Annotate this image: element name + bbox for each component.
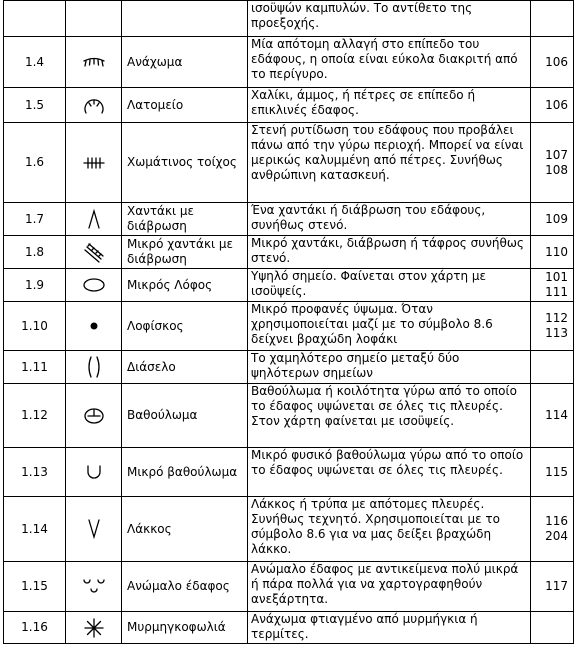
symbol-table — [3, 0, 574, 644]
table-row — [4, 37, 574, 88]
symbol-description: Ένα χαντάκι ή διάβρωση του εδάφους, συνήθως στενό. — [248, 203, 531, 236]
table-row — [4, 612, 574, 644]
name-cell — [122, 1, 248, 37]
table-row — [4, 497, 574, 562]
page-refs — [531, 269, 574, 302]
depression-icon — [82, 407, 106, 425]
symbol-number: 1.10 — [4, 302, 66, 351]
symbol-name: Λάκκος — [122, 497, 248, 562]
symbol-number: 1.16 — [4, 612, 66, 644]
table-row — [4, 236, 574, 269]
symbol-name: Μικρός Λόφος — [122, 269, 248, 302]
symbol-number: 1.9 — [4, 269, 66, 302]
page-ref: 110 — [545, 244, 568, 259]
symbol-cell — [66, 1, 122, 37]
saddle-icon — [84, 355, 104, 379]
small-hill-icon — [81, 277, 107, 293]
overhang-teeth-icon — [81, 54, 107, 70]
page-ref: 109 — [545, 211, 568, 226]
symbol-cell — [66, 236, 122, 269]
symbol-cell — [66, 562, 122, 612]
page-ref: 112 — [545, 311, 568, 325]
symbol-number: 1.8 — [4, 236, 66, 269]
earth-wall-icon — [81, 156, 107, 170]
symbol-cell — [66, 123, 122, 203]
table-row — [4, 123, 574, 203]
table-row — [4, 203, 574, 236]
symbol-name: Λοφίσκος — [122, 302, 248, 351]
table-row — [4, 88, 574, 123]
symbol-name: Χαντάκι με διάβρωση — [122, 203, 248, 236]
symbol-cell — [66, 88, 122, 123]
symbol-cell — [66, 384, 122, 448]
symbol-number: 1.13 — [4, 448, 66, 497]
symbol-cell — [66, 203, 122, 236]
symbol-name: Χωμάτινος τοίχος — [122, 123, 248, 203]
table-row — [4, 351, 574, 384]
symbol-cell — [66, 612, 122, 644]
page-ref: 111 — [545, 285, 568, 299]
symbol-description: Χαλίκι, άμμος, ή πέτρες σε επίπεδο ή επικλινές έδαφος. — [248, 88, 531, 123]
page-ref: 117 — [545, 579, 568, 593]
small-depression-icon — [84, 462, 104, 482]
description-cell: ισοϋψών καμπυλών. Το αντίθετο της προεξοχής. — [248, 1, 531, 37]
symbol-number: 1.5 — [4, 88, 66, 123]
symbol-cell — [66, 497, 122, 562]
page-ref: 106 — [545, 54, 568, 69]
symbol-description: Μικρό χαντάκι, διάβρωση ή τάφρος συνήθως στενό. — [248, 236, 531, 269]
symbol-description: Στενή ρυτίδωση του εδάφους που προβάλει πάνω από την γύρω περιοχή. Μπορεί να είναι μερικώς καλυμμένη από πέτρες. Συνήθως ανθρώπινη κατασκευή. — [248, 123, 531, 203]
page-refs — [531, 384, 574, 448]
page-refs — [531, 37, 574, 88]
symbol-name: Μικρό βαθούλωμα — [122, 448, 248, 497]
broken-ground-icon — [81, 577, 107, 597]
table-row — [4, 448, 574, 497]
symbol-name: Μυρμηγκοφωλιά — [122, 612, 248, 644]
symbol-number: 1.11 — [4, 351, 66, 384]
page-refs — [531, 612, 574, 644]
symbol-name: Μικρό χαντάκι με διάβρωση — [122, 236, 248, 269]
symbol-name: Ανώμαλο έδαφος — [122, 562, 248, 612]
table-row — [4, 269, 574, 302]
pit-icon — [86, 518, 102, 540]
symbol-number: 1.6 — [4, 123, 66, 203]
page-refs — [531, 497, 574, 562]
page-ref: 107 — [545, 147, 568, 162]
table-row — [4, 1, 574, 37]
symbol-description: Το χαμηλότερο σημείο μεταξύ δύο ψηλότερων σημείων — [248, 351, 531, 384]
small-gully-icon — [83, 241, 105, 263]
symbol-cell — [66, 37, 122, 88]
pages-cell — [531, 1, 574, 37]
symbol-description: Μικρό φυσικό βαθούλωμα γύρω από το οποίο το έδαφος υψώνεται σε όλες τις πλευρές. — [248, 448, 531, 497]
symbol-number: 1.12 — [4, 384, 66, 448]
symbol-description: Λάκκος ή τρύπα με απότομες πλευρές. Συνήθως τεχνητό. Χρησιμοποιείται με το σύμβολο 8.6 για να μας δείξει βραχώδη λάκκο. — [248, 497, 531, 562]
symbol-name: Λατομείο — [122, 88, 248, 123]
page-refs — [531, 351, 574, 384]
table-row — [4, 302, 574, 351]
knoll-dot-icon — [88, 320, 100, 332]
symbol-number: 1.15 — [4, 562, 66, 612]
quarry-arc-icon — [82, 94, 106, 116]
page-ref: 116 — [545, 514, 568, 528]
symbol-number: 1.4 — [4, 37, 66, 88]
symbol-name: Βαθούλωμα — [122, 384, 248, 448]
symbol-description: Βαθούλωμα ή κοιλότητα γύρω από το οποίο το έδαφος υψώνεται σε όλες τις πλευρές. Στον χάρτη φαίνεται με ισοϋψείς. — [248, 384, 531, 448]
page-refs — [531, 562, 574, 612]
page-ref: 101 — [545, 270, 568, 284]
number-cell — [4, 1, 66, 37]
symbol-number: 1.14 — [4, 497, 66, 562]
page-ref: 113 — [545, 326, 568, 340]
page-ref: 204 — [545, 529, 568, 543]
anthill-icon — [83, 617, 105, 639]
symbol-cell — [66, 351, 122, 384]
symbol-name: Διάσελο — [122, 351, 248, 384]
table-row — [4, 562, 574, 612]
symbol-description: Μία απότομη αλλαγή στο επίπεδο του εδάφους, η οποία είναι εύκολα διακριτή από το περίγυρο. — [248, 37, 531, 88]
symbol-description: Ανάχωμα φτιαγμένο από μυρμήγκια ή τερμίτες. — [248, 612, 531, 644]
symbol-cell — [66, 448, 122, 497]
page-refs — [531, 123, 574, 203]
page-ref: 114 — [545, 408, 568, 422]
page-ref: 106 — [545, 97, 568, 112]
page-refs — [531, 203, 574, 236]
page-ref: 115 — [545, 464, 568, 479]
page-refs — [531, 88, 574, 123]
symbol-cell — [66, 302, 122, 351]
page-refs — [531, 448, 574, 497]
symbol-name: Ανάχωμα — [122, 37, 248, 88]
erosion-gully-icon — [86, 208, 102, 230]
page-ref: 108 — [545, 162, 568, 177]
symbol-number: 1.7 — [4, 203, 66, 236]
page-refs — [531, 302, 574, 351]
page-refs — [531, 236, 574, 269]
symbol-description: Υψηλό σημείο. Φαίνεται στον χάρτη με ισοϋψείς. — [248, 269, 531, 302]
symbol-cell — [66, 269, 122, 302]
symbol-description: Μικρό προφανές ύψωμα. Όταν χρησιμοποιείται μαζί με το σύμβολο 8.6 δείχνει βραχώδη λοφάκι — [248, 302, 531, 351]
symbol-description: Ανώμαλο έδαφος με αντικείμενα πολύ μικρά ή πάρα πολλά για να χαρτογραφηθούν ανεξάρτητα. — [248, 562, 531, 612]
table-row — [4, 384, 574, 448]
